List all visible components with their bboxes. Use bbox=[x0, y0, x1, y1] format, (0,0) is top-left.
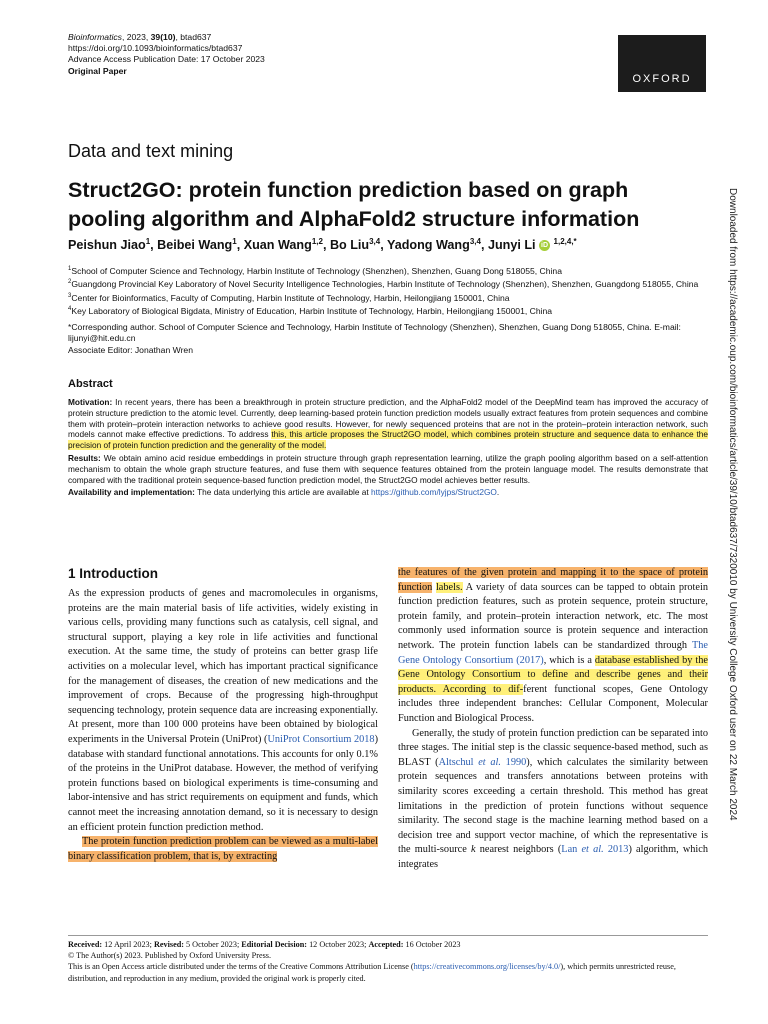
footer-divider bbox=[68, 935, 708, 936]
volume: 39(10) bbox=[150, 32, 176, 42]
download-watermark bbox=[726, 188, 744, 821]
author-affil: 1,2 bbox=[311, 237, 323, 246]
abstract-heading: Abstract bbox=[68, 378, 113, 390]
paragraph-text: ) algorithm, which integrates bbox=[398, 844, 709, 870]
availability-label: Availability and implementation: bbox=[68, 487, 195, 498]
intro-paragraph bbox=[68, 587, 378, 835]
copyright-line: © The Author(s) 2023. Published by Oxford University Press. bbox=[68, 951, 272, 961]
github-link[interactable]: https://github.com/lyjps/Struct2GO bbox=[370, 487, 497, 498]
citation-etal: et al. bbox=[478, 756, 501, 768]
author-name: Peishun Jiao bbox=[68, 238, 146, 253]
paragraph-text: A variety of data sources can be tapped to obtain protein function prediction features, such as protein sequence, protein structure, protein family, and protein–protein interaction network, etc. The most commonly used information source is protein sequence and interaction network. The protein function labels can be standardized through bbox=[398, 581, 708, 651]
math-k: k bbox=[470, 844, 476, 856]
paper-title: Struct2GO: protein function prediction based on graph pooling algorithm and AlphaFold2 structure information bbox=[68, 178, 640, 231]
decision-label: Editorial Decision: bbox=[241, 940, 308, 949]
citation-link[interactable] bbox=[561, 844, 628, 855]
abstract-motivation bbox=[68, 397, 708, 451]
abstract-availability bbox=[68, 487, 708, 498]
abstract-body bbox=[68, 397, 708, 500]
affiliation-number: 1 bbox=[68, 266, 72, 272]
highlighted-text: The protein function prediction problem can be viewed as a multi-label binary classification problem, that is, by extracting bbox=[68, 836, 378, 862]
highlighted-text: the features of the given protein and mapping it to the space of protein function bbox=[398, 567, 708, 593]
motivation-highlight: this, this article proposes the Struct2GO model, which combines protein structure and sequence data to enhance the precision of protein function prediction and the generality of the model. bbox=[68, 429, 709, 451]
orcid-icon[interactable]: iD bbox=[541, 242, 549, 250]
footer-notes bbox=[68, 939, 708, 984]
paragraph-text: ferent functional scopes, Gene Ontology includes three independent branches: Cellular Component, Molecular Function and Biological Process. bbox=[398, 683, 708, 724]
license-text: This is an Open Access article distributed under the terms of the Creative Commons Attribution License ( bbox=[68, 962, 414, 972]
author-affil: 3,4 bbox=[469, 237, 481, 246]
article-type: Original Paper bbox=[68, 65, 127, 76]
affiliation-item bbox=[68, 277, 708, 290]
citation-year: 2013 bbox=[603, 844, 629, 856]
affiliation-text: Center for Bioinformatics, Faculty of Computing, Harbin Institute of Technology, Harbin, Heilongjiang 150001, China bbox=[71, 292, 510, 303]
intro-paragraph bbox=[68, 835, 378, 864]
highlighted-text: labels. bbox=[435, 581, 463, 593]
intro-paragraph bbox=[398, 566, 708, 727]
author-name: Xuan Wang bbox=[243, 238, 312, 253]
revised-label: Revised: bbox=[153, 940, 184, 949]
author-name: Beibei Wang bbox=[157, 238, 233, 253]
affiliation-item bbox=[68, 304, 708, 317]
citation-author: Lan bbox=[561, 844, 582, 856]
citation-link[interactable]: UniProt Consortium 2018 bbox=[267, 733, 375, 745]
highlighted-text: database established by the Gene Ontology Consortium to define and describe genes and their products. According to dif- bbox=[398, 654, 708, 695]
dates-line bbox=[68, 939, 708, 950]
license-text: ), which permits unrestricted reuse, distribution, and reproduction in any medium, provided the original work is properly cited. bbox=[68, 962, 676, 983]
paragraph-text: As the expression products of genes and macromolecules in organisms, proteins are the main material basis of life activities, widely existing in various cells, providing many functions such as catalysis, cell signal, and structural support, playing a key role in life activities and functional execution. At the same time, the study of proteins can better grasp life activities on a molecular level, which has important practical significance for the management of diseases, the creation of new medications and the improvement of crops. Because of the progressing high-throughput sequencing technology, protein sequence data are increasing exponentially. At present, more than 100 000 proteins have been obtained by biological experiments in the Universal Protein (UniProt) ( bbox=[68, 588, 378, 745]
author-name: Yadong Wang bbox=[387, 238, 470, 253]
author-affil: 3,4 bbox=[369, 237, 381, 246]
motivation-text: In recent years, there has been a breakthrough in protein structure prediction, and the AlphaFold2 model of the DeepMind team has improved the accuracy of protein structure prediction to the atomic level. Currently, deep learning-based protein function prediction models usually extract features from protein sequences and combine them with protein–protein interaction networks to achieve good results. However, for newly sequenced proteins that are not in the protein–protein interaction network, such models cannot make effective predictions. To address bbox=[68, 397, 708, 440]
citation-year: , 2023, bbox=[121, 32, 151, 42]
availability-end: . bbox=[496, 487, 500, 498]
section-heading-introduction: 1 Introduction bbox=[68, 566, 158, 581]
affiliation-number: 3 bbox=[68, 292, 72, 299]
affiliation-text: School of Computer Science and Technology, Harbin Institute of Technology (Shenzhen), Shenzhen, Guang Dong 518055, China bbox=[71, 265, 562, 276]
affiliation-item bbox=[68, 264, 708, 277]
citation-author: Altschul bbox=[438, 756, 479, 768]
download-watermark-text: Downloaded from https://academic.oup.com/bioinformatics/article/39/10/btad637/7320010 by University College Oxford user on 22 March 2024 bbox=[727, 188, 738, 821]
received-label: Received: bbox=[68, 940, 103, 949]
license-line bbox=[68, 961, 708, 983]
motivation-label: Motivation: bbox=[68, 397, 113, 407]
affiliation-number: 4 bbox=[68, 305, 72, 312]
results-text: We obtain amino acid residue embeddings in protein structure through graph representation learning, utilize the graph pooling algorithm based on a self-attention mechanism to obtain the whole graph structure features, and fuse them with sequence features obtained from the protein language model. The results demonstrate that compared with the traditional protein sequence-based function prediction model, the Struct2GO model achieves better results. bbox=[68, 452, 708, 485]
accepted-label: Accepted: bbox=[368, 940, 404, 949]
author-list: Peishun Jiao$^1$, Beibei Wang$^1$, Xuan Wang$^{1,2}$, Bo Liu$^{3,4}$, Yadong Wang$^{3,4}$, Junyi Li iD $^{1,2,4,*}$ bbox=[68, 237, 577, 253]
accepted-date: 16 October 2023 bbox=[403, 940, 461, 949]
paragraph-text: nearest neighbors ( bbox=[475, 844, 562, 856]
journal-header bbox=[68, 32, 608, 77]
paragraph-text: ) database with standard functional annotations. This accounts for only 0.1% of the proteins in the UniProt database. However, the method of verifying protein functions based on biological experiments is time-consuming and labor-intensive and has strict requirements on equipment and funds, which cannot meet the increasing annotation demand, so it is necessary to design an efficient protein function prediction method. bbox=[68, 733, 379, 833]
affiliation-text: Key Laboratory of Biological Bigdata, Ministry of Education, Harbin Institute of Technology, Harbin, Heilongjiang 150001, China bbox=[71, 305, 553, 316]
advance-access-date: Advance Access Publication Date: 17 October 2023 bbox=[68, 54, 265, 65]
license-link[interactable]: https://creativecommons.org/licenses/by/4.0/ bbox=[413, 962, 561, 972]
affiliation-text: Guangdong Provincial Key Laboratory of Novel Security Intelligence Technologies, Harbin Institute of Technology (Shenzhen), Shenzhen, Guangdong 518055, China bbox=[71, 279, 699, 290]
oxford-logo-text: OXFORD bbox=[632, 73, 692, 85]
decision-date: 12 October 2023; bbox=[307, 940, 369, 949]
oxford-logo bbox=[618, 35, 706, 92]
citation-etal: et al. bbox=[581, 844, 604, 856]
doi-link[interactable]: https://doi.org/10.1093/bioinformatics/btad637 bbox=[68, 43, 243, 54]
abstract-results bbox=[68, 453, 708, 485]
revised-date: 5 October 2023; bbox=[183, 940, 242, 949]
intro-right-column bbox=[398, 566, 708, 872]
citation-year: 1990 bbox=[500, 756, 527, 768]
paragraph-text: ), which calculates the similarity between protein sequences and transfers annotations between proteins with similarity scores exceeding a certain threshold. This method has great limitations in the prediction of protein functions without sequence similarity. The second stage is the machine learning method based on a decision tree and support vector machine, of which the representative is the multi-source bbox=[398, 756, 709, 856]
author-name: Bo Liu bbox=[329, 238, 370, 253]
affiliation-item bbox=[68, 291, 708, 304]
affiliations bbox=[68, 264, 708, 356]
intro-left-column bbox=[68, 587, 378, 864]
article-id: , btad637 bbox=[175, 32, 212, 42]
paragraph-text: , which is a bbox=[543, 654, 595, 666]
citation-link[interactable]: The Gene Ontology Consortium (2017) bbox=[398, 639, 708, 666]
intro-paragraph bbox=[398, 727, 708, 873]
paragraph-text: Generally, the study of protein function prediction can be separated into three stages. The initial step is the classic sequence-based method, such as BLAST ( bbox=[398, 727, 708, 768]
section-category: Data and text mining bbox=[68, 141, 234, 161]
corresponding-author: *Corresponding author. School of Computer Science and Technology, Harbin Institute of Technology (Shenzhen), Shenzhen, Guang Dong 518055, China. E-mail: lijunyi@hit.edu.cn bbox=[68, 322, 681, 344]
associate-editor: Associate Editor: Jonathan Wren bbox=[68, 344, 193, 355]
received-date: 12 April 2023; bbox=[102, 940, 154, 949]
journal-name: Bioinformatics bbox=[68, 32, 122, 42]
author-name: Junyi Li bbox=[487, 238, 536, 253]
author-affil: 1 bbox=[145, 237, 151, 246]
author-affil: 1 bbox=[232, 237, 237, 246]
affiliation-number: 2 bbox=[68, 279, 72, 286]
availability-text: The data underlying this article are available at bbox=[194, 487, 371, 498]
author-affil: 1,2,4,* bbox=[553, 237, 577, 246]
results-label: Results: bbox=[68, 452, 101, 463]
citation-link[interactable] bbox=[439, 757, 527, 768]
